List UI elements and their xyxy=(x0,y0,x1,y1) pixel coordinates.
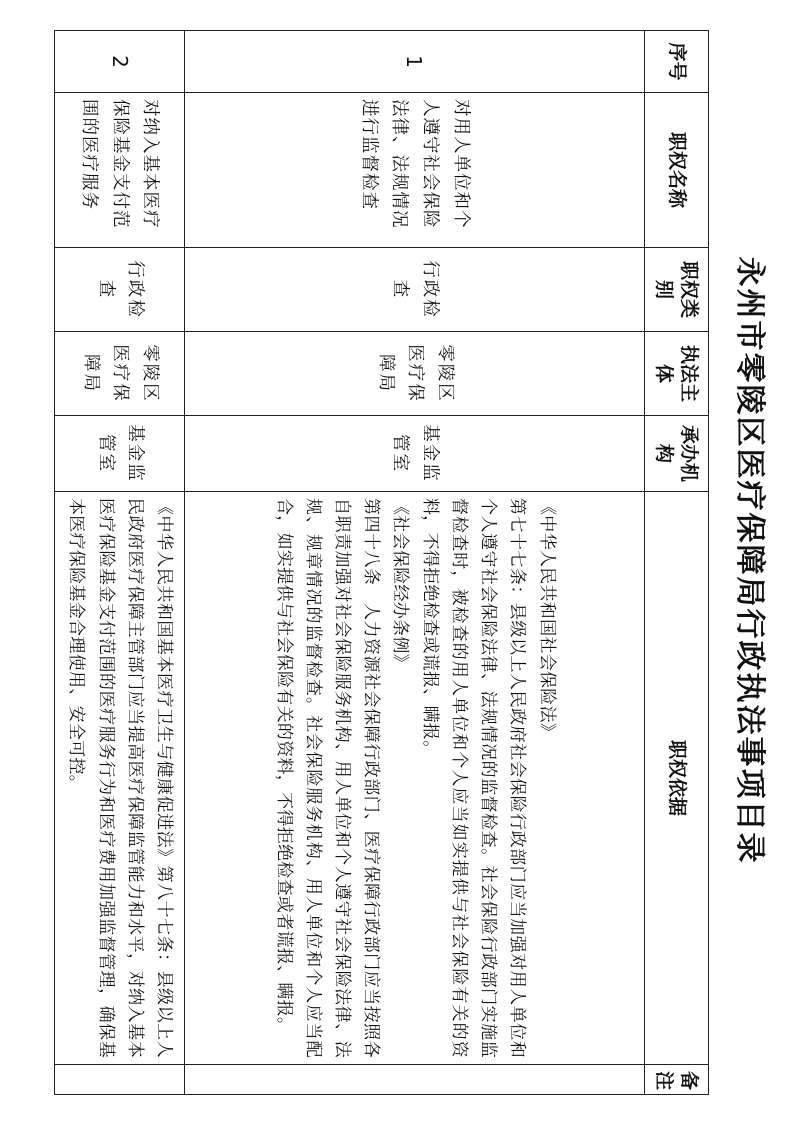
header-subject: 执法主体 xyxy=(645,332,709,416)
header-note: 备注 xyxy=(645,1065,709,1095)
header-type: 职权类别 xyxy=(645,248,709,332)
table-row xyxy=(185,31,645,1095)
row-type: 行政检查 xyxy=(55,248,185,332)
row-org: 基金监管室 xyxy=(55,416,185,492)
row-note xyxy=(185,1065,645,1095)
row-type: 行政检查 xyxy=(185,248,645,332)
table-row xyxy=(55,31,185,1095)
header-seq: 序号 xyxy=(645,31,709,93)
row-name: 对纳入基本医疗保险基金支付范围的医疗服务 xyxy=(55,93,185,248)
basis-line: 《中华人民共和国基本医疗卫生与健康促进法》第八十七条：县级以上人民政府医疗保障主管部门应当提高医疗保障监管能力和水平，对纳入基本医疗保险基金支付范围的医疗服务行为和医疗费用加强监督管理，确保基本医疗保险基金合理使用、安全可控。 xyxy=(66,498,174,1058)
basis-line: 《中华人民共和国社会保险法》 xyxy=(536,498,557,741)
row-subject: 零陵区医疗保障局 xyxy=(55,332,185,416)
table-header-row xyxy=(645,31,709,1095)
row-note xyxy=(55,1065,185,1095)
enforcement-items-table xyxy=(54,30,709,1095)
row-seq: 1 xyxy=(185,31,645,93)
row-org: 基金监管室 xyxy=(185,416,645,492)
basis-line: 第七十七条：县级以上人民政府社会保险行政部门应当加强对用人单位和个人遵守社会保险法律、法规情况的监督检查。社会保险行政部门实施监督检查时，被检查的用人单位和个人应当如实提供与社会保险有关的资料，不得拒绝检查或谎报、瞒报。 xyxy=(419,498,528,1058)
header-basis: 职权依据 xyxy=(645,492,709,1065)
basis-line: 第四十八条 人力资源社会保障行政部门、医疗保障行政部门应当按照各自职责加强对社会保险服务机构、用人单位和个人遵守社会保险法律、法规、规章情况的监督检查。社会保险服务机构、用人单位和个人应当配合，如实提供与社会保险有关的资料，不得拒绝检查或者谎报、瞒报。 xyxy=(273,498,382,1058)
header-org: 承办机构 xyxy=(645,416,709,492)
row-seq: 2 xyxy=(55,31,185,93)
document-title: 永州市零陵区医疗保障局行政执法事项目录 xyxy=(732,256,767,865)
row-name: 对用人单位和个人遵守社会保险法律、法规情况进行监督检查 xyxy=(185,93,645,248)
row-subject: 零陵区医疗保障局 xyxy=(185,332,645,416)
header-name: 职权名称 xyxy=(645,93,709,248)
row-basis xyxy=(55,492,185,1065)
row-basis xyxy=(185,492,645,1065)
basis-line: 《社会保险经办条例》 xyxy=(390,498,411,671)
